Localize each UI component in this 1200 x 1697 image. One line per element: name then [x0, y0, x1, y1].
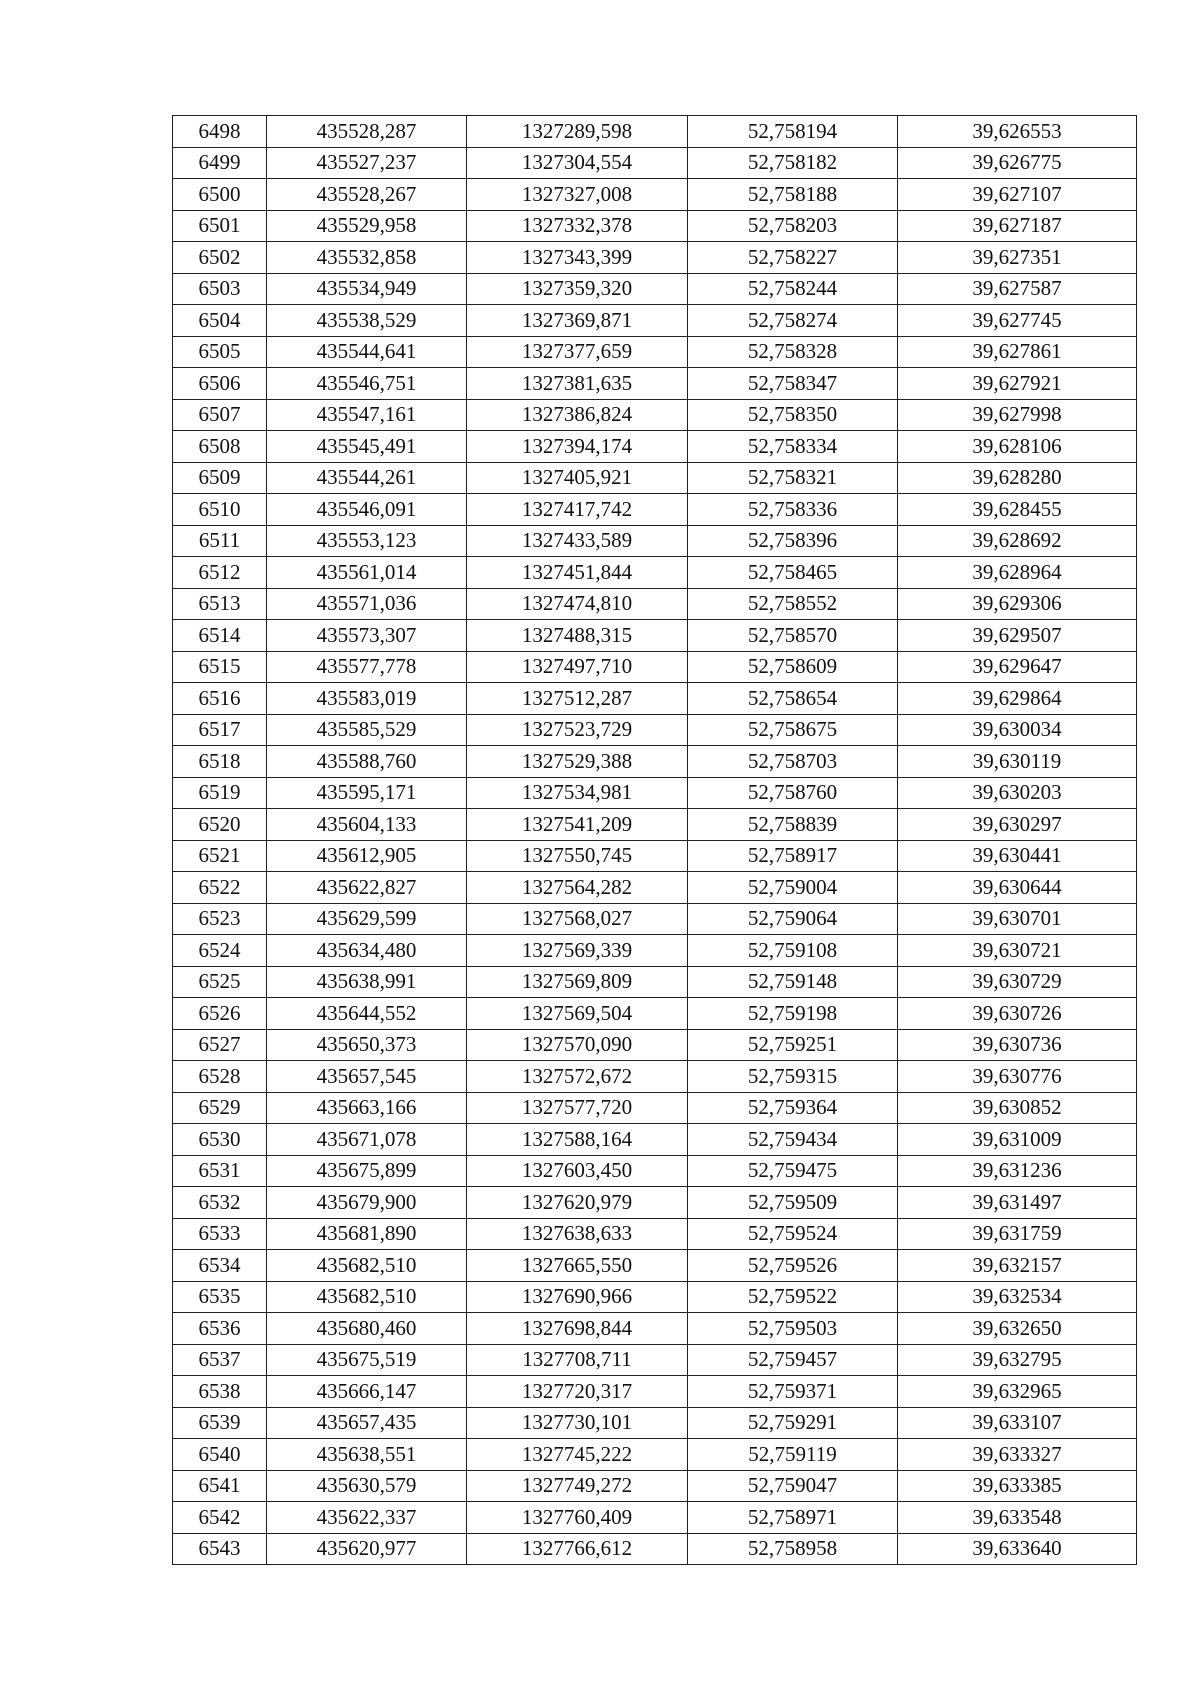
table-row: [173, 305, 1137, 337]
longitude-cell: 39,628964: [898, 557, 1137, 589]
x-coordinate-cell: 435622,827: [267, 872, 467, 904]
point-number-cell: 6543: [173, 1533, 267, 1565]
table-row: [173, 273, 1137, 305]
longitude-cell: 39,629864: [898, 683, 1137, 715]
longitude-cell: 39,630776: [898, 1061, 1137, 1093]
y-coordinate-cell: 1327343,399: [467, 242, 688, 274]
longitude-cell: 39,627587: [898, 273, 1137, 305]
table-row: [173, 1092, 1137, 1124]
point-number-cell: 6516: [173, 683, 267, 715]
point-number-cell: 6505: [173, 336, 267, 368]
latitude-cell: 52,759251: [688, 1029, 898, 1061]
longitude-cell: 39,633548: [898, 1502, 1137, 1534]
point-number-cell: 6527: [173, 1029, 267, 1061]
y-coordinate-cell: 1327369,871: [467, 305, 688, 337]
y-coordinate-cell: 1327665,550: [467, 1250, 688, 1282]
longitude-cell: 39,630736: [898, 1029, 1137, 1061]
latitude-cell: 52,759503: [688, 1313, 898, 1345]
longitude-cell: 39,626553: [898, 116, 1137, 148]
x-coordinate-cell: 435588,760: [267, 746, 467, 778]
x-coordinate-cell: 435620,977: [267, 1533, 467, 1565]
table-row: [173, 1124, 1137, 1156]
x-coordinate-cell: 435682,510: [267, 1281, 467, 1313]
latitude-cell: 52,759108: [688, 935, 898, 967]
table-row: [173, 1281, 1137, 1313]
longitude-cell: 39,630852: [898, 1092, 1137, 1124]
x-coordinate-cell: 435671,078: [267, 1124, 467, 1156]
point-number-cell: 6508: [173, 431, 267, 463]
latitude-cell: 52,758609: [688, 651, 898, 683]
point-number-cell: 6536: [173, 1313, 267, 1345]
y-coordinate-cell: 1327497,710: [467, 651, 688, 683]
y-coordinate-cell: 1327359,320: [467, 273, 688, 305]
x-coordinate-cell: 435546,091: [267, 494, 467, 526]
latitude-cell: 52,758321: [688, 462, 898, 494]
table-row: [173, 525, 1137, 557]
x-coordinate-cell: 435612,905: [267, 840, 467, 872]
latitude-cell: 52,758958: [688, 1533, 898, 1565]
y-coordinate-cell: 1327569,809: [467, 966, 688, 998]
table-row: [173, 116, 1137, 148]
x-coordinate-cell: 435585,529: [267, 714, 467, 746]
point-number-cell: 6499: [173, 147, 267, 179]
latitude-cell: 52,759198: [688, 998, 898, 1030]
y-coordinate-cell: 1327690,966: [467, 1281, 688, 1313]
table-row: [173, 840, 1137, 872]
table-row: [173, 1187, 1137, 1219]
x-coordinate-cell: 435682,510: [267, 1250, 467, 1282]
table-row: [173, 1407, 1137, 1439]
x-coordinate-cell: 435663,166: [267, 1092, 467, 1124]
latitude-cell: 52,758839: [688, 809, 898, 841]
latitude-cell: 52,758328: [688, 336, 898, 368]
table-row: [173, 1344, 1137, 1376]
point-number-cell: 6541: [173, 1470, 267, 1502]
table-row: [173, 557, 1137, 589]
table-row: [173, 1376, 1137, 1408]
point-number-cell: 6531: [173, 1155, 267, 1187]
point-number-cell: 6504: [173, 305, 267, 337]
point-number-cell: 6533: [173, 1218, 267, 1250]
latitude-cell: 52,759047: [688, 1470, 898, 1502]
longitude-cell: 39,630729: [898, 966, 1137, 998]
longitude-cell: 39,628692: [898, 525, 1137, 557]
latitude-cell: 52,758334: [688, 431, 898, 463]
x-coordinate-cell: 435657,435: [267, 1407, 467, 1439]
x-coordinate-cell: 435534,949: [267, 273, 467, 305]
point-number-cell: 6532: [173, 1187, 267, 1219]
longitude-cell: 39,628106: [898, 431, 1137, 463]
longitude-cell: 39,630297: [898, 809, 1137, 841]
latitude-cell: 52,759291: [688, 1407, 898, 1439]
table-row: [173, 809, 1137, 841]
y-coordinate-cell: 1327569,339: [467, 935, 688, 967]
point-number-cell: 6507: [173, 399, 267, 431]
point-number-cell: 6511: [173, 525, 267, 557]
point-number-cell: 6528: [173, 1061, 267, 1093]
point-number-cell: 6537: [173, 1344, 267, 1376]
latitude-cell: 52,758336: [688, 494, 898, 526]
y-coordinate-cell: 1327720,317: [467, 1376, 688, 1408]
latitude-cell: 52,758274: [688, 305, 898, 337]
longitude-cell: 39,630721: [898, 935, 1137, 967]
table-row: [173, 1502, 1137, 1534]
table-row: [173, 588, 1137, 620]
y-coordinate-cell: 1327766,612: [467, 1533, 688, 1565]
x-coordinate-cell: 435675,899: [267, 1155, 467, 1187]
longitude-cell: 39,633385: [898, 1470, 1137, 1502]
x-coordinate-cell: 435527,237: [267, 147, 467, 179]
point-number-cell: 6502: [173, 242, 267, 274]
coordinate-table-body: [173, 116, 1137, 1565]
longitude-cell: 39,630203: [898, 777, 1137, 809]
latitude-cell: 52,758188: [688, 179, 898, 211]
longitude-cell: 39,626775: [898, 147, 1137, 179]
x-coordinate-cell: 435561,014: [267, 557, 467, 589]
y-coordinate-cell: 1327377,659: [467, 336, 688, 368]
longitude-cell: 39,627861: [898, 336, 1137, 368]
point-number-cell: 6512: [173, 557, 267, 589]
table-row: [173, 1470, 1137, 1502]
point-number-cell: 6535: [173, 1281, 267, 1313]
latitude-cell: 52,759457: [688, 1344, 898, 1376]
point-number-cell: 6510: [173, 494, 267, 526]
longitude-cell: 39,630034: [898, 714, 1137, 746]
latitude-cell: 52,759119: [688, 1439, 898, 1471]
longitude-cell: 39,630441: [898, 840, 1137, 872]
y-coordinate-cell: 1327588,164: [467, 1124, 688, 1156]
x-coordinate-cell: 435544,641: [267, 336, 467, 368]
y-coordinate-cell: 1327568,027: [467, 903, 688, 935]
longitude-cell: 39,630644: [898, 872, 1137, 904]
y-coordinate-cell: 1327289,598: [467, 116, 688, 148]
latitude-cell: 52,759475: [688, 1155, 898, 1187]
longitude-cell: 39,633107: [898, 1407, 1137, 1439]
y-coordinate-cell: 1327386,824: [467, 399, 688, 431]
latitude-cell: 52,759064: [688, 903, 898, 935]
y-coordinate-cell: 1327433,589: [467, 525, 688, 557]
longitude-cell: 39,630701: [898, 903, 1137, 935]
y-coordinate-cell: 1327572,672: [467, 1061, 688, 1093]
x-coordinate-cell: 435679,900: [267, 1187, 467, 1219]
point-number-cell: 6515: [173, 651, 267, 683]
x-coordinate-cell: 435644,552: [267, 998, 467, 1030]
x-coordinate-cell: 435680,460: [267, 1313, 467, 1345]
x-coordinate-cell: 435545,491: [267, 431, 467, 463]
x-coordinate-cell: 435622,337: [267, 1502, 467, 1534]
longitude-cell: 39,627187: [898, 210, 1137, 242]
table-row: [173, 903, 1137, 935]
point-number-cell: 6514: [173, 620, 267, 652]
table-row: [173, 1250, 1137, 1282]
point-number-cell: 6517: [173, 714, 267, 746]
y-coordinate-cell: 1327541,209: [467, 809, 688, 841]
x-coordinate-cell: 435595,171: [267, 777, 467, 809]
point-number-cell: 6509: [173, 462, 267, 494]
longitude-cell: 39,632795: [898, 1344, 1137, 1376]
point-number-cell: 6540: [173, 1439, 267, 1471]
table-row: [173, 431, 1137, 463]
point-number-cell: 6539: [173, 1407, 267, 1439]
latitude-cell: 52,758182: [688, 147, 898, 179]
x-coordinate-cell: 435529,958: [267, 210, 467, 242]
y-coordinate-cell: 1327394,174: [467, 431, 688, 463]
point-number-cell: 6520: [173, 809, 267, 841]
latitude-cell: 52,758654: [688, 683, 898, 715]
x-coordinate-cell: 435629,599: [267, 903, 467, 935]
x-coordinate-cell: 435634,480: [267, 935, 467, 967]
longitude-cell: 39,633640: [898, 1533, 1137, 1565]
point-number-cell: 6530: [173, 1124, 267, 1156]
latitude-cell: 52,758244: [688, 273, 898, 305]
table-row: [173, 462, 1137, 494]
y-coordinate-cell: 1327698,844: [467, 1313, 688, 1345]
longitude-cell: 39,632965: [898, 1376, 1137, 1408]
latitude-cell: 52,759524: [688, 1218, 898, 1250]
y-coordinate-cell: 1327620,979: [467, 1187, 688, 1219]
y-coordinate-cell: 1327749,272: [467, 1470, 688, 1502]
table-row: [173, 1029, 1137, 1061]
x-coordinate-cell: 435577,778: [267, 651, 467, 683]
longitude-cell: 39,632650: [898, 1313, 1137, 1345]
latitude-cell: 52,759371: [688, 1376, 898, 1408]
point-number-cell: 6500: [173, 179, 267, 211]
y-coordinate-cell: 1327760,409: [467, 1502, 688, 1534]
longitude-cell: 39,631009: [898, 1124, 1137, 1156]
latitude-cell: 52,758675: [688, 714, 898, 746]
table-row: [173, 872, 1137, 904]
x-coordinate-cell: 435553,123: [267, 525, 467, 557]
longitude-cell: 39,627107: [898, 179, 1137, 211]
table-row: [173, 777, 1137, 809]
y-coordinate-cell: 1327405,921: [467, 462, 688, 494]
latitude-cell: 52,758465: [688, 557, 898, 589]
longitude-cell: 39,630726: [898, 998, 1137, 1030]
table-row: [173, 651, 1137, 683]
latitude-cell: 52,759526: [688, 1250, 898, 1282]
x-coordinate-cell: 435630,579: [267, 1470, 467, 1502]
table-row: [173, 147, 1137, 179]
x-coordinate-cell: 435571,036: [267, 588, 467, 620]
latitude-cell: 52,759004: [688, 872, 898, 904]
table-row: [173, 1313, 1137, 1345]
x-coordinate-cell: 435538,529: [267, 305, 467, 337]
y-coordinate-cell: 1327523,729: [467, 714, 688, 746]
longitude-cell: 39,632157: [898, 1250, 1137, 1282]
longitude-cell: 39,629306: [898, 588, 1137, 620]
y-coordinate-cell: 1327577,720: [467, 1092, 688, 1124]
longitude-cell: 39,630119: [898, 746, 1137, 778]
point-number-cell: 6518: [173, 746, 267, 778]
y-coordinate-cell: 1327534,981: [467, 777, 688, 809]
table-row: [173, 242, 1137, 274]
point-number-cell: 6538: [173, 1376, 267, 1408]
table-row: [173, 1061, 1137, 1093]
latitude-cell: 52,758347: [688, 368, 898, 400]
x-coordinate-cell: 435657,545: [267, 1061, 467, 1093]
longitude-cell: 39,627921: [898, 368, 1137, 400]
x-coordinate-cell: 435638,991: [267, 966, 467, 998]
y-coordinate-cell: 1327332,378: [467, 210, 688, 242]
point-number-cell: 6498: [173, 116, 267, 148]
latitude-cell: 52,759522: [688, 1281, 898, 1313]
table-row: [173, 494, 1137, 526]
y-coordinate-cell: 1327745,222: [467, 1439, 688, 1471]
longitude-cell: 39,628455: [898, 494, 1137, 526]
latitude-cell: 52,758552: [688, 588, 898, 620]
latitude-cell: 52,759509: [688, 1187, 898, 1219]
table-row: [173, 1218, 1137, 1250]
coordinate-table: [172, 115, 1137, 1565]
latitude-cell: 52,758760: [688, 777, 898, 809]
x-coordinate-cell: 435583,019: [267, 683, 467, 715]
latitude-cell: 52,758917: [688, 840, 898, 872]
longitude-cell: 39,627998: [898, 399, 1137, 431]
point-number-cell: 6525: [173, 966, 267, 998]
table-row: [173, 336, 1137, 368]
point-number-cell: 6542: [173, 1502, 267, 1534]
y-coordinate-cell: 1327512,287: [467, 683, 688, 715]
x-coordinate-cell: 435528,267: [267, 179, 467, 211]
x-coordinate-cell: 435638,551: [267, 1439, 467, 1471]
x-coordinate-cell: 435675,519: [267, 1344, 467, 1376]
y-coordinate-cell: 1327451,844: [467, 557, 688, 589]
table-row: [173, 399, 1137, 431]
x-coordinate-cell: 435666,147: [267, 1376, 467, 1408]
longitude-cell: 39,629647: [898, 651, 1137, 683]
latitude-cell: 52,758194: [688, 116, 898, 148]
table-row: [173, 368, 1137, 400]
x-coordinate-cell: 435573,307: [267, 620, 467, 652]
x-coordinate-cell: 435544,261: [267, 462, 467, 494]
table-row: [173, 966, 1137, 998]
x-coordinate-cell: 435650,373: [267, 1029, 467, 1061]
table-row: [173, 683, 1137, 715]
point-number-cell: 6513: [173, 588, 267, 620]
point-number-cell: 6522: [173, 872, 267, 904]
longitude-cell: 39,633327: [898, 1439, 1137, 1471]
y-coordinate-cell: 1327417,742: [467, 494, 688, 526]
point-number-cell: 6519: [173, 777, 267, 809]
point-number-cell: 6501: [173, 210, 267, 242]
table-row: [173, 210, 1137, 242]
point-number-cell: 6503: [173, 273, 267, 305]
x-coordinate-cell: 435546,751: [267, 368, 467, 400]
table-row: [173, 1533, 1137, 1565]
table-row: [173, 935, 1137, 967]
y-coordinate-cell: 1327730,101: [467, 1407, 688, 1439]
longitude-cell: 39,631759: [898, 1218, 1137, 1250]
x-coordinate-cell: 435681,890: [267, 1218, 467, 1250]
y-coordinate-cell: 1327529,388: [467, 746, 688, 778]
table-row: [173, 620, 1137, 652]
point-number-cell: 6506: [173, 368, 267, 400]
longitude-cell: 39,632534: [898, 1281, 1137, 1313]
x-coordinate-cell: 435547,161: [267, 399, 467, 431]
y-coordinate-cell: 1327603,450: [467, 1155, 688, 1187]
y-coordinate-cell: 1327570,090: [467, 1029, 688, 1061]
table-row: [173, 179, 1137, 211]
longitude-cell: 39,631236: [898, 1155, 1137, 1187]
longitude-cell: 39,629507: [898, 620, 1137, 652]
table-row: [173, 746, 1137, 778]
point-number-cell: 6529: [173, 1092, 267, 1124]
longitude-cell: 39,631497: [898, 1187, 1137, 1219]
latitude-cell: 52,758971: [688, 1502, 898, 1534]
latitude-cell: 52,758227: [688, 242, 898, 274]
y-coordinate-cell: 1327327,008: [467, 179, 688, 211]
longitude-cell: 39,628280: [898, 462, 1137, 494]
x-coordinate-cell: 435528,287: [267, 116, 467, 148]
table-row: [173, 998, 1137, 1030]
latitude-cell: 52,759315: [688, 1061, 898, 1093]
y-coordinate-cell: 1327550,745: [467, 840, 688, 872]
y-coordinate-cell: 1327474,810: [467, 588, 688, 620]
y-coordinate-cell: 1327708,711: [467, 1344, 688, 1376]
point-number-cell: 6524: [173, 935, 267, 967]
latitude-cell: 52,759364: [688, 1092, 898, 1124]
point-number-cell: 6526: [173, 998, 267, 1030]
longitude-cell: 39,627745: [898, 305, 1137, 337]
latitude-cell: 52,758703: [688, 746, 898, 778]
y-coordinate-cell: 1327488,315: [467, 620, 688, 652]
y-coordinate-cell: 1327381,635: [467, 368, 688, 400]
latitude-cell: 52,759434: [688, 1124, 898, 1156]
table-row: [173, 714, 1137, 746]
x-coordinate-cell: 435532,858: [267, 242, 467, 274]
table-row: [173, 1439, 1137, 1471]
table-row: [173, 1155, 1137, 1187]
y-coordinate-cell: 1327304,554: [467, 147, 688, 179]
latitude-cell: 52,758570: [688, 620, 898, 652]
x-coordinate-cell: 435604,133: [267, 809, 467, 841]
latitude-cell: 52,758203: [688, 210, 898, 242]
y-coordinate-cell: 1327569,504: [467, 998, 688, 1030]
y-coordinate-cell: 1327564,282: [467, 872, 688, 904]
latitude-cell: 52,758350: [688, 399, 898, 431]
y-coordinate-cell: 1327638,633: [467, 1218, 688, 1250]
point-number-cell: 6534: [173, 1250, 267, 1282]
latitude-cell: 52,758396: [688, 525, 898, 557]
latitude-cell: 52,759148: [688, 966, 898, 998]
longitude-cell: 39,627351: [898, 242, 1137, 274]
point-number-cell: 6523: [173, 903, 267, 935]
point-number-cell: 6521: [173, 840, 267, 872]
